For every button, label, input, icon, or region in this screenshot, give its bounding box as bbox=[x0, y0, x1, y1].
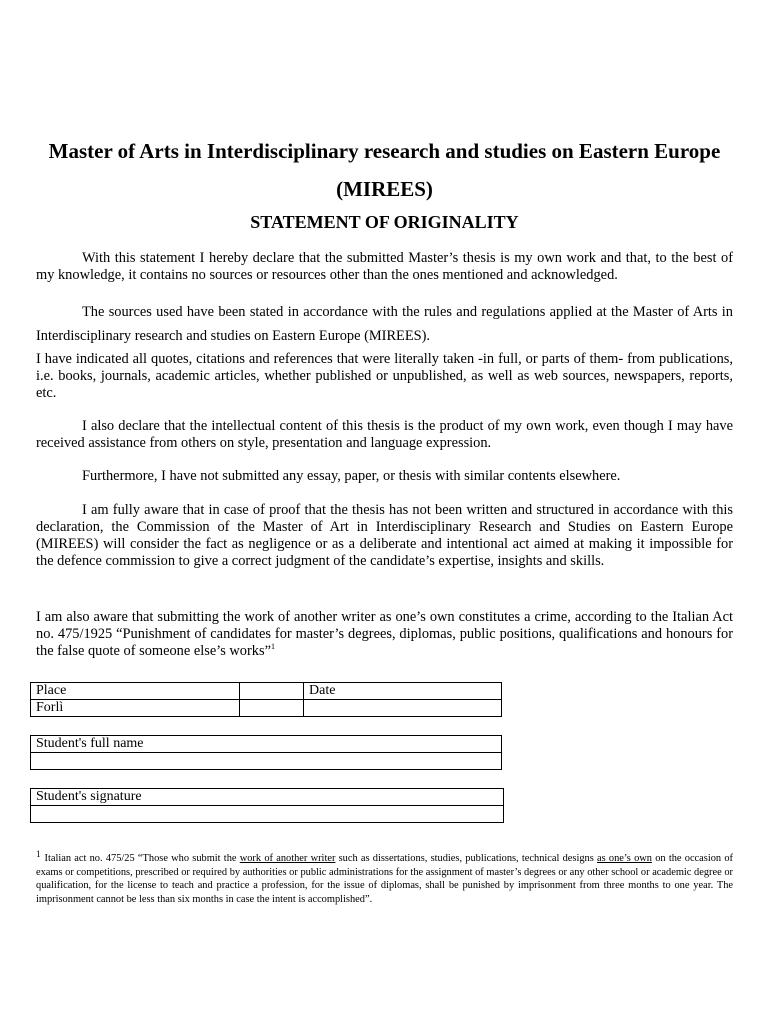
place-extra-cell[interactable] bbox=[240, 700, 304, 717]
footnote-reference: 1 bbox=[270, 642, 275, 652]
paragraph-sources: The sources used have been stated in accordance with the rules and regulations applied at the Master of Arts in Interdisciplinary research and studies on Eastern Europe (MIREES). bbox=[36, 304, 733, 344]
full-name-field[interactable] bbox=[31, 753, 502, 770]
date-value[interactable] bbox=[304, 700, 502, 717]
place-empty-cell[interactable] bbox=[240, 683, 304, 700]
date-label: Date bbox=[304, 683, 502, 700]
place-value[interactable]: Forlì bbox=[31, 700, 240, 717]
document-title: Master of Arts in Interdisciplinary research and studies on Eastern Europe (MIREES) bbox=[48, 139, 721, 201]
paragraph-awareness: I am fully aware that in case of proof that the thesis has not been written and structured in accordance with this declaration, the Commission of the Master of Art in Interdisciplinary Research and Studies on Eastern Europe (MIREES) will consider the fact as negligence or as a deliberate and intentional act aimed at making it impossible for the defence commission to give a correct judgment of the candidate’s expertise, insights and skills. bbox=[36, 502, 733, 569]
signature-table bbox=[30, 788, 504, 823]
full-name-table bbox=[30, 735, 502, 770]
signature-field[interactable] bbox=[31, 806, 504, 823]
footnote-text-1: Italian act no. 475/25 “Those who submit the bbox=[44, 853, 240, 864]
footnote-underline-1: work of another writer bbox=[239, 853, 336, 864]
paragraph-quotes: I have indicated all quotes, citations and references that were literally taken -in full, or parts of them- from publications, i.e. books, journals, academic articles, whether published or unpublished, as well as web sources, newspapers, reports, etc. bbox=[36, 351, 733, 401]
paragraph-crime-text: I am also aware that submitting the work of another writer as one’s own constitutes a crime, according to the Italian Act no. 475/1925 “Punishment of candidates for master’s degrees, diplomas, public positions, qualifications and honours for the false quote of someone else’s works” bbox=[36, 609, 733, 659]
footnote-text-2: such as dissertations, studies, publications, technical designs bbox=[335, 853, 598, 864]
paragraph-intellectual-content: I also declare that the intellectual content of this thesis is the product of my own work, even though I may have received assistance from others on style, presentation and language expression. bbox=[36, 418, 733, 451]
footnote-mark: 1 bbox=[36, 848, 41, 859]
place-label: Place bbox=[31, 683, 240, 700]
paragraph-declaration: With this statement I hereby declare that the submitted Master’s thesis is my own work and that, to the best of my knowledge, it contains no sources or resources other than the ones mentioned and acknowledged. bbox=[36, 250, 733, 283]
document-subtitle: STATEMENT OF ORIGINALITY bbox=[250, 212, 519, 232]
signature-label: Student's signature bbox=[31, 789, 504, 806]
paragraph-crime bbox=[36, 609, 733, 660]
footnote bbox=[36, 848, 733, 906]
paragraph-no-submission: Furthermore, I have not submitted any essay, paper, or thesis with similar contents elsewhere. bbox=[82, 468, 621, 484]
place-date-table bbox=[30, 682, 502, 717]
footnote-text-3: on the occasion of exams or competitions, prescribed or required by authorities or public administrations for the assignment of master’s degrees or any other school or academic degree or qualification, for the license to teach and practice a profession, for the issue of diplomas, shall be punished by imprisonment from three months to one year. The imprisonment cannot be less than six months in case the intent is accomplished”. bbox=[36, 853, 733, 905]
footnote-underline-2: as one’s own bbox=[597, 853, 652, 864]
full-name-label: Student's full name bbox=[31, 736, 502, 753]
